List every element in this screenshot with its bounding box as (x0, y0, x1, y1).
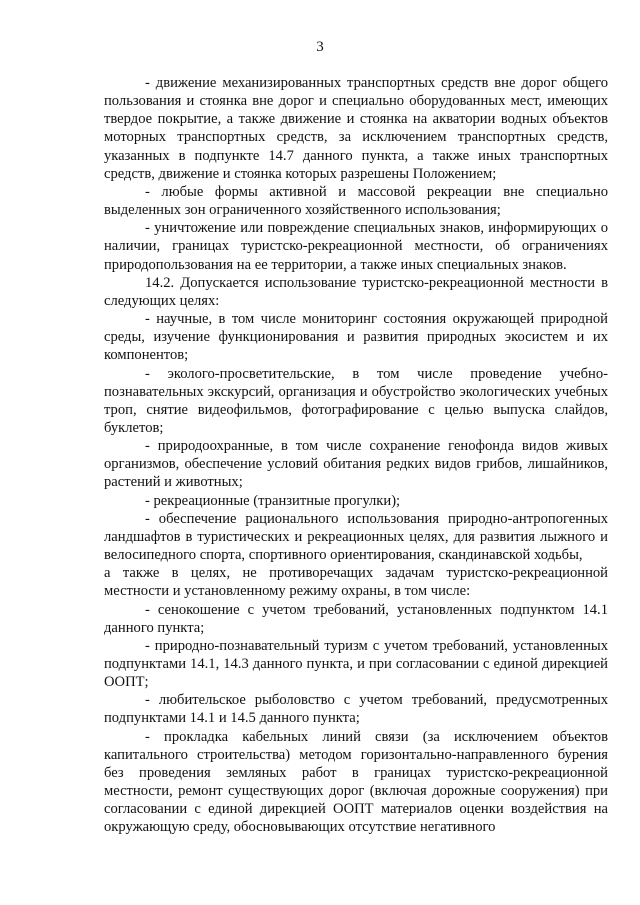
prohibition-signs-paragraph: - уничтожение или повреждение специальных знаков, информирующих о наличии, границах туристско-рекреационной местности, об ограничениях природопользования на ее территории, а также иных специальных знаков. (104, 220, 608, 273)
clause-14-2-paragraph: 14.2. Допускается использование туристско-рекреационной местности в следующих целях: (104, 274, 608, 309)
allowed-nature-tourism-paragraph: - природно-познавательный туризм с учетом требований, установленных подпунктами 14.1, 14.3 данного пункта, и при согласовании с единой дирекцией ООПТ; (104, 637, 608, 691)
allowed-conservation-paragraph: - природоохранные, в том числе сохранение генофонда видов живых организмов, обеспечение условий обитания редких видов грибов, лишайников, растений и животных; (104, 438, 608, 491)
allowed-fishing-paragraph: - любительское рыболовство с учетом требований, предусмотренных подпунктами 14.1 и 14.5 данного пункта; (104, 692, 608, 727)
allowed-landscape-use-paragraph: - обеспечение рационального использования природно-антропогенных ландшафтов в туристических и рекреационных целях, для развития лыжного и велосипедного спорта, спортивного ориентирования, скандинавской ходьбы, (104, 510, 608, 564)
allowed-recreational-paragraph: - рекреационные (транзитные прогулки); (145, 492, 401, 509)
prohibition-mass-recreation-paragraph: - любые формы активной и массовой рекреации вне специально выделенных зон ограниченного хозяйственного использования; (104, 183, 608, 219)
allowed-educational-paragraph: - эколого-просветительские, в том числе проведение учебно-познавательных экскурсий, организация и обустройство экологических учебных троп, снятие видеофильмов, фотографирование с целью выпуска слайдов, буклетов; (104, 365, 608, 436)
allowed-cable-laying-paragraph: - прокладка кабельных линий связи (за исключением объектов капитального строительства) методом горизонтально-направленного бурения без проведения земляных работ в границах туристско-рекреационной местности, ремонт существующих дорог (включая дорожные сооружения) при согласовании с единой дирекцией ООПТ материалов оценки воздействия на окружающую среду, обосновывающих отсутствие негативного (104, 728, 608, 836)
also-allowed-intro-paragraph: а также в целях, не противоречащих задачам туристско-рекреационной местности и установленному режиму охраны, в том числе: (104, 565, 608, 600)
prohibition-vehicles-paragraph: - движение механизированных транспортных средств вне дорог общего пользования и стоянка вне дорог и специально оборудованных мест, имеющих твердое покрытие, а также движение и стоянка на акватории водных объектов моторных транспортных средств, за исключением транспортных средств, указанных в подпункте 14.7 данного пункта, а также иных транспортных средств, движение и стоянка которых разрешены Положением; (104, 75, 608, 182)
page-number: 3 (316, 39, 324, 55)
allowed-scientific-paragraph: - научные, в том числе мониторинг состояния окружающей природной среды, изучение функционирования и развития природных экосистем и их компонентов; (104, 311, 608, 364)
document-body (104, 74, 608, 837)
allowed-haymaking-paragraph: - сенокошение с учетом требований, установленных подпунктом 14.1 данного пункта; (104, 601, 608, 636)
